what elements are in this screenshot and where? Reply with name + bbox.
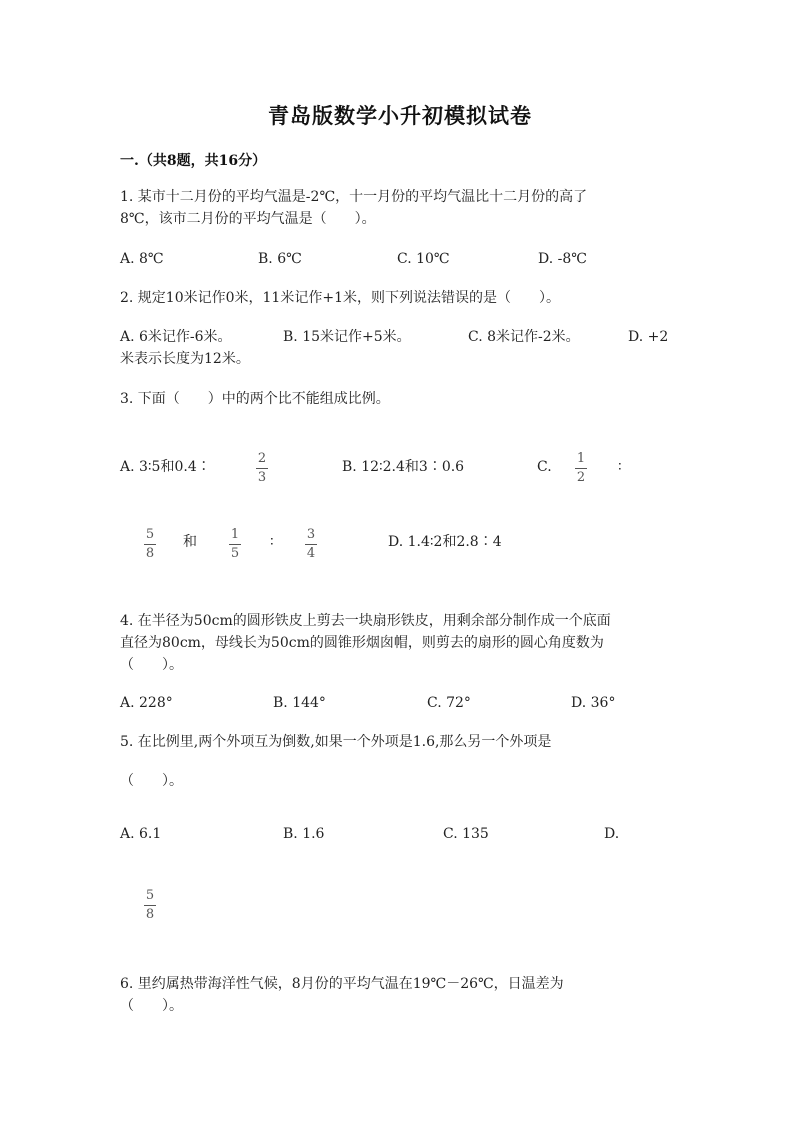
option-d[interactable]: D. -8℃ xyxy=(538,251,587,267)
option-a[interactable]: A. 6.1 xyxy=(120,826,162,842)
option-c[interactable]: C. xyxy=(537,459,552,475)
denominator: 8 xyxy=(145,907,155,922)
page-title: 青岛版数学小升初模拟试卷 xyxy=(268,103,532,128)
option-c[interactable]: C. 8米记作-2米。 xyxy=(468,329,580,345)
option-d[interactable]: D. 1.4∶2和2.8∶4 xyxy=(388,534,502,550)
option-b[interactable]: B. 6℃ xyxy=(258,251,302,267)
numerator: 5 xyxy=(145,527,155,542)
question-text: 1. 某市十二月份的平均气温是-2℃，十一月份的平均气温比十二月份的高了 xyxy=(120,189,588,205)
and-text: 和 xyxy=(183,534,197,550)
question-text: （ ）。 xyxy=(120,998,183,1014)
option-d[interactable]: D. xyxy=(604,826,620,842)
denominator: 8 xyxy=(145,546,155,561)
fraction xyxy=(229,527,241,561)
ratio-colon: ∶ xyxy=(270,534,274,550)
fraction xyxy=(575,451,587,485)
numerator: 1 xyxy=(576,451,586,466)
question-text: 3. 下面（ ）中的两个比不能组成比例。 xyxy=(120,391,390,407)
denominator: 3 xyxy=(257,470,267,485)
option-a[interactable]: A. 6米记作-6米。 xyxy=(120,329,232,345)
fraction xyxy=(305,527,317,561)
option-b[interactable]: B. 1.6 xyxy=(283,826,325,842)
option-d[interactable]: D. +2 xyxy=(628,329,669,345)
question-text: 2. 规定10米记作0米，11米记作+1米，则下列说法错误的是（ ）。 xyxy=(120,290,560,306)
section-heading: 一.（共8题，共16分） xyxy=(120,153,267,169)
option-a[interactable]: A. 3∶5和0.4∶ xyxy=(120,459,211,475)
option-b[interactable]: B. 144° xyxy=(273,695,326,711)
question-text: 4. 在半径为50cm的圆形铁皮上剪去一块扇形铁皮，用剩余部分制作成一个底面 xyxy=(120,613,611,629)
question-text: （ ）。 xyxy=(120,773,183,789)
denominator: 2 xyxy=(576,470,586,485)
option-b[interactable]: B. 12∶2.4和3∶0.6 xyxy=(342,459,465,475)
option-a[interactable]: A. 8℃ xyxy=(120,251,164,267)
denominator: 5 xyxy=(230,546,240,561)
ratio-colon: ∶ xyxy=(618,459,622,475)
option-c[interactable]: C. 72° xyxy=(427,695,471,711)
question-text: 6. 里约属热带海洋性气候，8月份的平均气温在19℃－26℃，日温差为 xyxy=(120,976,564,992)
fraction xyxy=(144,888,156,922)
numerator: 2 xyxy=(257,451,267,466)
question-text: （ ）。 xyxy=(120,657,183,673)
option-c[interactable]: C. 135 xyxy=(443,826,489,842)
question-text: 5. 在比例里,两个外项互为倒数,如果一个外项是1.6,那么另一个外项是 xyxy=(120,734,552,750)
option-d-continuation: 米表示长度为12米。 xyxy=(120,351,250,367)
option-c[interactable]: C. 10℃ xyxy=(397,251,450,267)
numerator: 5 xyxy=(145,888,155,903)
fraction xyxy=(256,451,268,485)
option-b[interactable]: B. 15米记作+5米。 xyxy=(283,329,411,345)
numerator: 3 xyxy=(306,527,316,542)
question-text: 8℃，该市二月份的平均气温是（ ）。 xyxy=(120,211,376,227)
denominator: 4 xyxy=(306,546,316,561)
option-a[interactable]: A. 228° xyxy=(120,695,173,711)
fraction xyxy=(144,527,156,561)
option-d[interactable]: D. 36° xyxy=(571,695,616,711)
numerator: 1 xyxy=(230,527,240,542)
question-text: 直径为80cm，母线长为50cm的圆锥形烟囱帽，则剪去的扇形的圆心角度数为 xyxy=(120,635,604,651)
